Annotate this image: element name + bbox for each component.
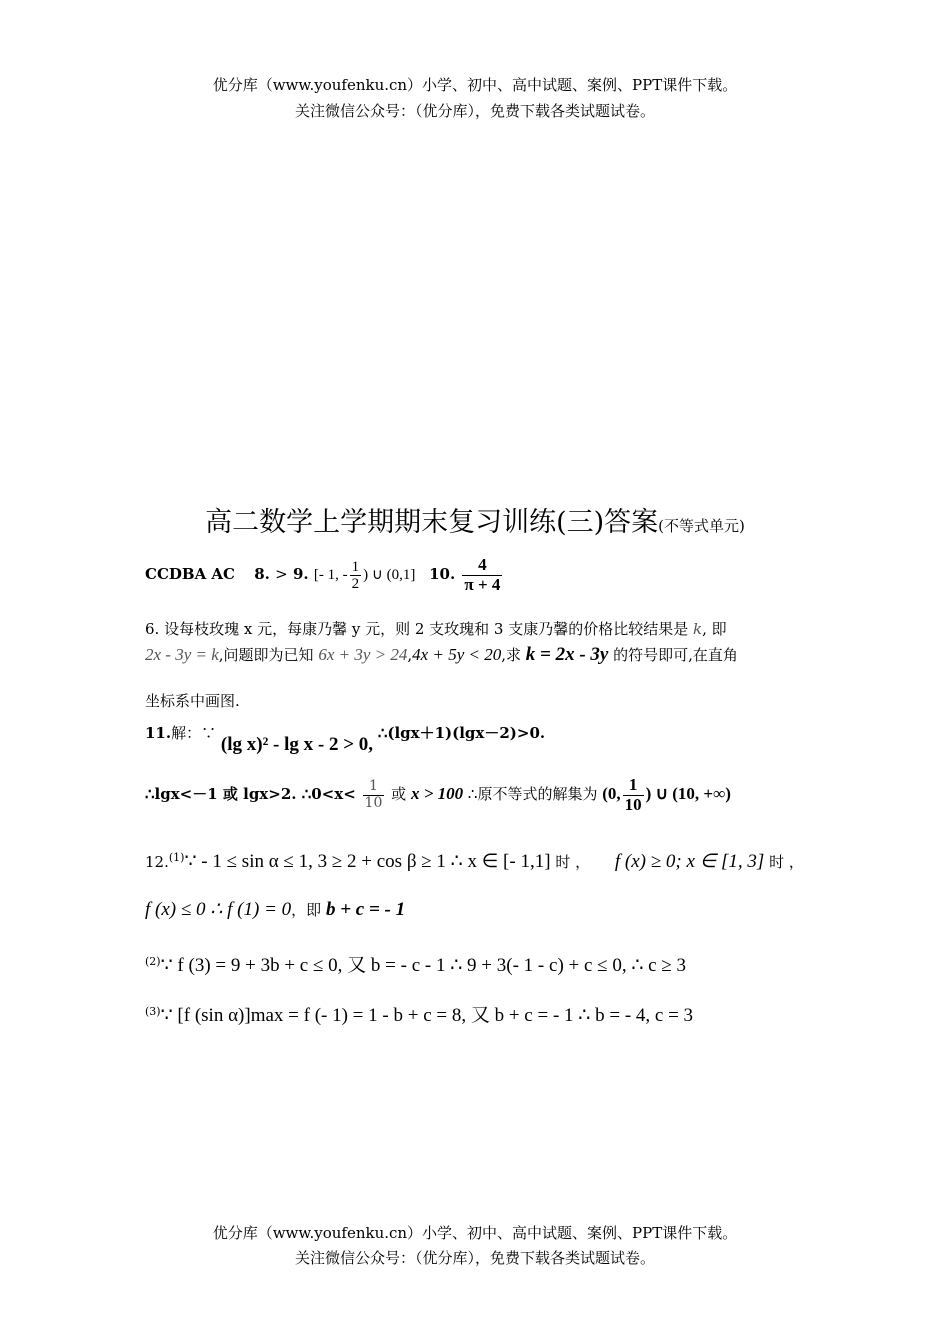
q12-line-1: 12.$^{(1)}$∵ - 1 ≤ sin α ≤ 1, 3 ≥ 2 + cos β ≥ 1 ∴ x ∈ [- 1,1] 时 ， f (x) ≥ 0; x ∈ [1, 3] 时 ， [145, 851, 804, 872]
footer-line-1: 优分库（www.youfenku.cn）小学、初中、高中试题、案例、PPT课件下载。 [212, 1224, 738, 1242]
q11-solution-set: (0, $\frac{1}{10}$ ) ∪ (10, +∞) [602, 775, 731, 814]
q12-line-2: f (x) ≤ 0 ∴ f (1) = 0，即 b + c = - 1 [145, 899, 406, 920]
q9-label: 9. [292, 565, 309, 584]
q10-answer: $\frac{4}{\pi + 4}$ [464, 555, 501, 594]
q12-line-3: $^{(2)}$∵ f (3) = 9 + 3b + c ≤ 0, 又 b = - c - 1 ∴ 9 + 3(- 1 - c) + c ≤ 0, ∴ c ≥ 3 [145, 955, 687, 976]
header-line-1: 优分库（www.youfenku.cn）小学、初中、高中试题、案例、PPT课件下载。 [212, 76, 738, 94]
title-main: 高二数学上学期期末复习训练(三)答案 [205, 507, 659, 538]
choice-answers: CCDBA AC [145, 565, 235, 584]
q10-label: 10. [429, 565, 456, 584]
q9-answer: [- 1, - $\frac{1}{2}$ ) ∪ (0,1] [313, 558, 416, 593]
page-title [0, 500, 950, 539]
q11-line-1: 11.解：∵ (lg x)² - lg x - 2 > 0, ∴(lgx＋1)(lgx－2)>0. [145, 724, 546, 755]
q6-line-3: 坐标系中画图. [145, 692, 240, 710]
q6-line-2: 2x - 3y = k,问题即为已知 6x + 3y > 24,4x + 5y < 20,求 k = 2x - 3y 的符号即可,在直角 [145, 644, 738, 665]
title-sub: (不等式单元) [658, 517, 745, 535]
q12-line-4: $^{(3)}$∵ [f (sin α)]max = f (- 1) = 1 - b + c = 8, 又 b + c = - 1 ∴ b = - 4, c = 3 [145, 1005, 694, 1026]
q8-value: > [275, 565, 288, 584]
q6-line-1: 6. 设每枝玫瑰 x 元，每康乃馨 y 元，则 2 支玫瑰和 3 支康乃馨的价格比较结果是 k, 即 [145, 620, 727, 638]
answer-summary [145, 556, 504, 594]
q11-line-2: ∴lgx<－1 或 lgx>2. ∴0<x< $\frac{1}{10}$ 或 x > 100 ∴原不等式的解集为 (0, $\frac{1}{10}$ ) ∪ (10, +∞) [145, 775, 731, 814]
header-line-2: 关注微信公众号：（优分库），免费下载各类试题试卷。 [294, 102, 655, 120]
footer-line-2: 关注微信公众号：（优分库），免费下载各类试题试卷。 [294, 1249, 655, 1267]
q8-label: 8. [254, 565, 270, 584]
